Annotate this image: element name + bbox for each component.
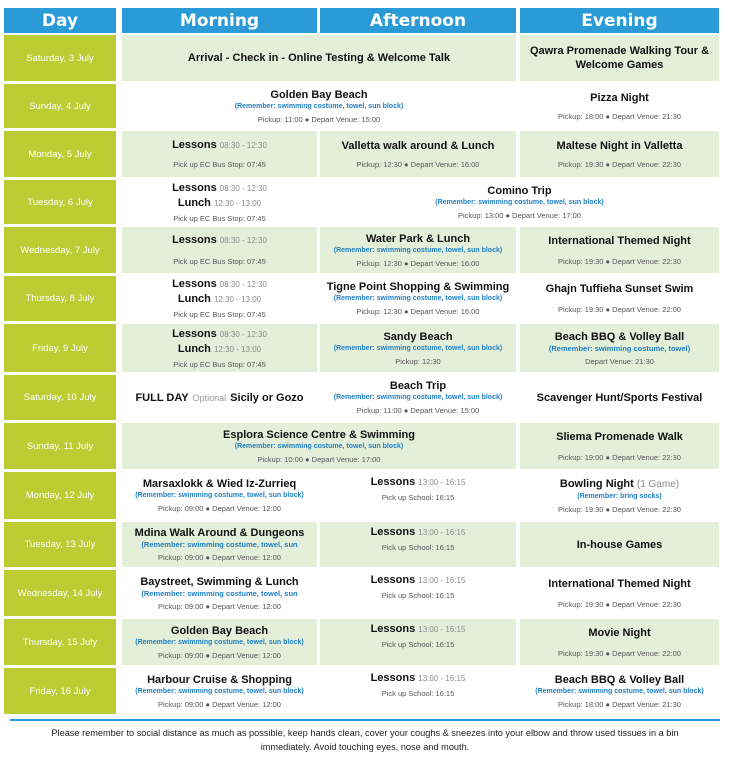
day-cell: Saturday, 10 July: [4, 375, 116, 420]
activity-cell: [520, 227, 719, 273]
activity-title: Lessons 08:30 - 12:30: [172, 278, 267, 290]
pickup-info: Depart Venue: 21:30: [585, 356, 654, 366]
activity-cell: [320, 522, 516, 567]
activity-title: Lessons 13:00 - 16:15: [370, 574, 466, 586]
activity-title: Mdina Walk Around & Dungeons: [134, 527, 305, 539]
pickup-info: Pickup: 09:00 ● Depart Venue: 12:00: [158, 601, 281, 611]
activity-cell: [320, 276, 516, 321]
activity-title: Scavenger Hunt/Sports Festival: [536, 391, 703, 404]
activity-title: Esplora Science Centre & Swimming: [223, 428, 415, 441]
header-day: Day: [4, 8, 116, 33]
activity-title: Lessons 08:30 - 12:30: [172, 327, 267, 340]
activity-cell: [122, 668, 317, 714]
activity-cell: [122, 619, 317, 665]
activity-title: Lessons 13:00 - 16:15: [370, 526, 466, 538]
activity-title: Harbour Cruise & Shopping: [147, 673, 292, 686]
pickup-info: Pick up School: 16:15: [381, 591, 455, 600]
pickup-info: Pickup: 09:00 ● Depart Venue: 12:00: [158, 699, 281, 709]
day-cell: Thursday, 15 July: [4, 619, 116, 665]
remember-note: (Remember: swimming costume, towel, sun block): [234, 102, 404, 110]
activity-cell: [520, 619, 719, 665]
pickup-info: Pick up School: 16:15: [381, 493, 455, 502]
activity-title: Lunch 12:30 - 13:00: [177, 342, 262, 355]
activity-cell: [320, 131, 516, 177]
pickup-info: Pick up School: 16:15: [381, 543, 455, 552]
pickup-info: Pick up School: 16:15: [381, 640, 455, 649]
optional-label: Optional: [192, 392, 227, 403]
pickup-info: Pickup: 09:00 ● Depart Venue: 12:00: [158, 504, 281, 513]
activity-title: Lunch 12:30 - 13:00: [177, 196, 262, 209]
activity-title: Welcome Games: [575, 59, 664, 71]
pickup-info: Pickup: 09:00 ● Depart Venue: 12:00: [158, 553, 281, 562]
day-cell: Thursday, 8 July: [4, 276, 116, 321]
activity-cell: [320, 375, 516, 420]
activity-title: Lessons 13:00 - 16:15: [370, 476, 466, 488]
activity-cell: [122, 131, 317, 177]
activity-cell: [520, 35, 719, 81]
activity-title: Golden Bay Beach: [170, 624, 269, 637]
pickup-info: Pickup: 12:30: [395, 356, 441, 366]
pickup-info: Pickup: 19:30 ● Depart Venue: 22:00: [558, 648, 681, 658]
activity-title: FULL DAY Optional Sicily or Gozo: [135, 391, 304, 404]
activity-cell: [520, 276, 719, 321]
activity-title: Lessons 08:30 - 12:30: [172, 139, 267, 151]
pickup-info: Pickup: 19:30 ● Depart Venue: 22:30: [558, 159, 681, 169]
remember-note: (Remember: swimming costume, towel, sun block): [135, 492, 304, 499]
activity-cell: [520, 522, 719, 567]
remember-note: (Remember: swimming costume, towel, sun block): [135, 687, 304, 695]
pickup-info: Pick up School: 16:15: [381, 689, 455, 698]
activity-title: Lessons 08:30 - 12:30: [172, 181, 267, 194]
activity-cell: [122, 570, 317, 616]
activity-cell: [520, 570, 719, 616]
remember-note: (Remember: swimming costume, towel, sun block): [435, 198, 604, 206]
activity-cell: [122, 324, 317, 372]
pickup-info: Pick up EC Bus Stop: 07:45: [173, 213, 266, 223]
activity-cell: [122, 522, 317, 567]
pickup-info: Pick up EC Bus Stop: 07:45: [173, 257, 266, 266]
activity-cell: [122, 276, 317, 321]
activity-title: Beach BBQ & Volley Ball: [554, 673, 685, 686]
remember-note: (Remember: swimming costume, towel): [548, 343, 691, 353]
activity-cell: [520, 472, 719, 519]
activity-cell: [520, 324, 719, 372]
pickup-info: Pickup: 19:00 ● Depart Venue: 22:30: [558, 452, 681, 462]
activity-cell: [320, 668, 516, 714]
remember-note: (Remember: swimming costume, towel, sun: [141, 540, 298, 549]
day-cell: Friday, 16 July: [4, 668, 116, 714]
activity-title: Bowling Night (1 Game): [559, 477, 680, 490]
remember-note: (Remember: swimming costume, towel, sun block): [333, 344, 503, 352]
remember-note: (Remember: swimming costume, towel, sun block): [234, 442, 404, 450]
footer-line: Please remember to social distance as much as possible, keep hands clean, cover your coughs & sneezes into your elbow and throw used tissues in a bin: [51, 728, 679, 738]
day-cell: Monday, 5 July: [4, 131, 116, 177]
day-cell: Sunday, 11 July: [4, 423, 116, 469]
activity-title: Arrival - Check in - Online Testing & Welcome Talk: [187, 52, 451, 64]
pickup-info: Pickup: 19:30 ● Depart Venue: 22:00: [558, 305, 681, 314]
activity-cell: [320, 227, 516, 273]
remember-note: (Remember: swimming costume, towel, sun block): [135, 638, 304, 646]
pickup-info: Pickup: 19:30 ● Depart Venue: 22:30: [558, 256, 681, 266]
pickup-info: Pickup: 09:00 ● Depart Venue: 12:00: [158, 650, 281, 660]
day-cell: Monday, 12 July: [4, 472, 116, 519]
day-cell: Tuesday, 13 July: [4, 522, 116, 567]
remember-note: (Remember: swimming costume, towel, sun block): [535, 687, 704, 695]
activity-title: Pizza Night: [590, 91, 649, 104]
activity-title: International Themed Night: [548, 234, 691, 247]
activity-title: Beach Trip: [389, 380, 447, 392]
activity-title: Ghajn Tuffieha Sunset Swim: [545, 283, 694, 295]
remember-note: (Remember: swimming costume, towel, sun block): [333, 295, 503, 302]
activity-title: Movie Night: [588, 626, 651, 639]
activity-title: Marsaxlokk & Wied Iz-Zurrieq: [142, 478, 297, 490]
pickup-info: Pickup: 10:00 ● Depart Venue: 17:00: [257, 454, 381, 464]
activity-title: Water Park & Lunch: [365, 232, 471, 245]
day-cell: Wednesday, 7 July: [4, 227, 116, 273]
activity-cell: [122, 84, 516, 128]
activity-cell: [122, 227, 317, 273]
activity-title: Qawra Promenade Walking Tour &: [529, 45, 710, 57]
pickup-info: Pickup: 11:00 ● Depart Venue: 15:00: [257, 114, 381, 124]
day-cell: Wednesday, 14 July: [4, 570, 116, 616]
pickup-info: Pick up EC Bus Stop: 07:45: [173, 160, 266, 169]
activity-cell: [520, 131, 719, 177]
pickup-info: Pick up EC Bus Stop: 07:45: [173, 310, 266, 319]
footer-note: [10, 719, 720, 759]
activity-cell: [520, 668, 719, 714]
day-cell: Tuesday, 6 July: [4, 180, 116, 224]
pickup-info: Pickup: 18:00 ● Depart Venue: 21:30: [558, 111, 681, 121]
pickup-info: Pickup: 12:30 ● Depart Venue: 16:00: [356, 307, 480, 316]
activity-cell: [320, 472, 516, 519]
remember-note: (Remember: swimming costume, towel, sun block): [333, 246, 503, 254]
activity-title: Maltese Night in Valletta: [556, 139, 683, 152]
activity-cell: [520, 84, 719, 128]
remember-note: (Remember: swimming costume, towel, sun block): [333, 394, 503, 401]
activity-title: Golden Bay Beach: [270, 88, 368, 101]
activity-cell: [122, 35, 516, 81]
activity-title: Lunch 12:30 - 13:00: [177, 293, 262, 305]
pickup-info: Pickup: 12:30 ● Depart Venue: 16:00: [356, 258, 480, 268]
activity-title: Beach BBQ & Volley Ball: [554, 330, 685, 343]
activity-title: Baystreet, Swimming & Lunch: [140, 575, 299, 588]
activity-title: Lessons 13:00 - 16:15: [370, 623, 466, 635]
pickup-info: Pick up EC Bus Stop: 07:45: [173, 359, 266, 369]
remember-note: (Remember: swimming costume, towel, sun: [141, 588, 298, 598]
pickup-info: Pickup: 19:30 ● Depart Venue: 22:30: [558, 504, 681, 514]
header-afternoon: Afternoon: [320, 8, 516, 33]
activity-title: In-house Games: [576, 538, 663, 551]
pickup-info: Pickup: 19:30 ● Depart Venue: 22:30: [558, 599, 681, 609]
day-cell: Saturday, 3 July: [4, 35, 116, 81]
activity-title: Tigne Point Shopping & Swimming: [326, 281, 510, 293]
activity-title: Comino Trip: [487, 184, 552, 197]
activity-cell: [520, 423, 719, 469]
activity-cell: [320, 324, 516, 372]
activity-title: Valletta walk around & Lunch: [341, 139, 495, 152]
day-cell: Friday, 9 July: [4, 324, 116, 372]
activity-title: Lessons 08:30 - 12:30: [172, 234, 267, 246]
remember-note: (Remember: bring socks): [577, 492, 662, 500]
activity-cell: [520, 375, 719, 420]
activity-cell: [320, 180, 719, 224]
header-evening: Evening: [520, 8, 719, 33]
header-morning: Morning: [122, 8, 317, 33]
activity-cell: [122, 180, 317, 224]
pickup-info: Pickup: 12:30 ● Depart Venue: 16:00: [356, 159, 480, 169]
activity-title: International Themed Night: [548, 577, 691, 590]
activity-cell: [122, 472, 317, 519]
pickup-info: Pickup: 18:00 ● Depart Venue: 21:30: [558, 699, 681, 709]
pickup-info: Pickup: 11:00 ● Depart Venue: 15:00: [356, 406, 480, 415]
activity-cell: [320, 619, 516, 665]
day-cell: Sunday, 4 July: [4, 84, 116, 128]
activity-cell: [320, 570, 516, 616]
footer-line: immediately. Avoid touching eyes, nose and mouth.: [260, 742, 470, 752]
activity-title: Sandy Beach: [383, 330, 453, 343]
activity-cell: [122, 423, 516, 469]
activity-title: Lessons 13:00 - 16:15: [370, 672, 466, 684]
activity-cell: [122, 375, 317, 420]
pickup-info: Pickup: 13:00 ● Depart Venue: 17:00: [458, 210, 581, 220]
activity-title: Sliema Promenade Walk: [556, 430, 683, 443]
